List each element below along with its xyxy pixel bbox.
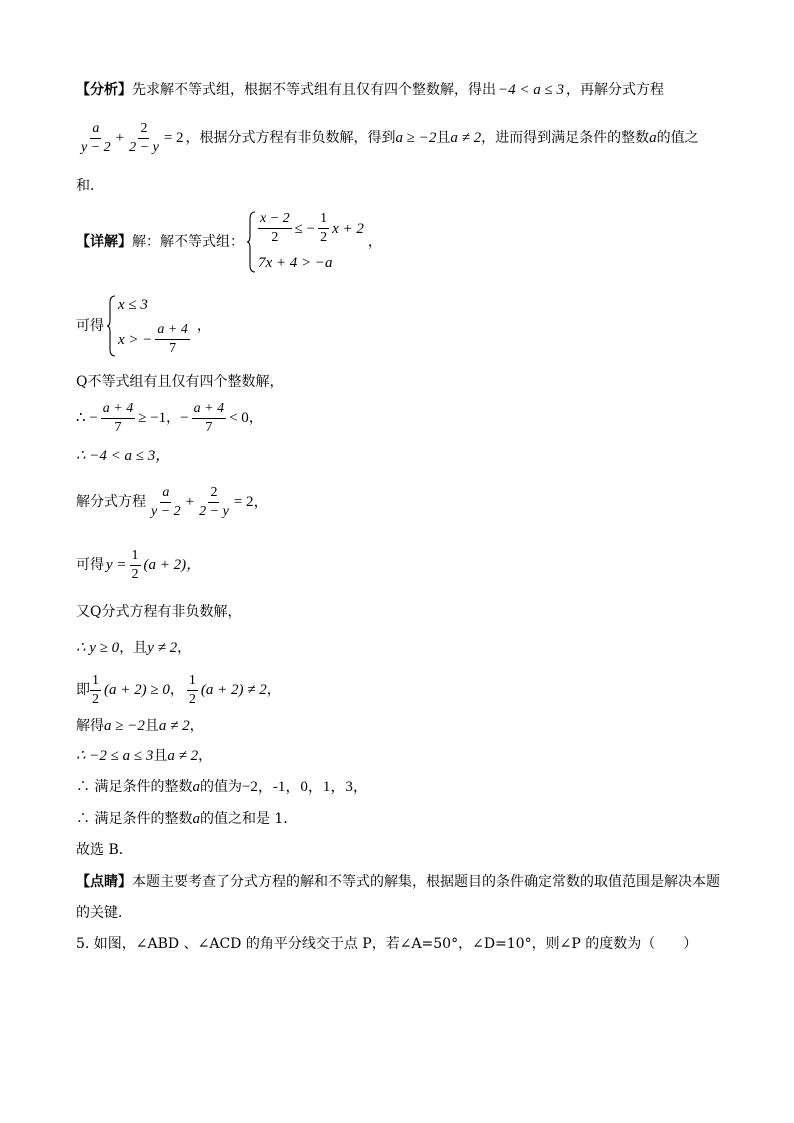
fraction: $\frac{2}{2 - y}$: [129, 120, 159, 155]
analysis-line-1: 【分析】 先求解不等式组，根据不等式组有且仅有四个整数解，得出 −4 < a ≤ 3 ，再解分式方程: [76, 82, 664, 98]
fraction: $\frac{1}{2}$: [131, 547, 139, 582]
comment-line-2: 的关键．: [76, 905, 132, 921]
step-6: 又Q分式方程有非负数解，: [76, 604, 242, 620]
fraction: $\frac{a}{y - 2}$: [151, 484, 181, 519]
step-11: ∴ 满足条件的整数 a 的值为 −2，-1，0，1，3，: [76, 779, 368, 795]
step-5: 可得 y = $\frac{1}{2}$ (a + 2)，: [76, 547, 202, 582]
step-8: 即 $\frac{1}{2}$ (a + 2) ≥ 0 ， $\frac{1}{2}$ (a + 2) ≠ 2 ，: [76, 672, 281, 707]
analysis-label: 【分析】: [76, 82, 132, 98]
step-12: ∴ 满足条件的整数 a 的值之和是 1．: [76, 811, 298, 827]
step-2: ∴ − $\frac{a + 4}{7}$ ≥ −1 ， − $\frac{a + 4}{7}$ < 0 ，: [76, 400, 263, 435]
step-3: ∴ −4 < a ≤ 3，: [76, 448, 171, 464]
fraction: $\frac{1}{2}$: [320, 211, 328, 245]
step-10: ∴ −2 ≤ a ≤ 3 且 a ≠ 2 ，: [76, 748, 213, 764]
question-5: 5. 如图，∠ABD 、∠ACD 的角平分线交于点 P，若∠A=50°，∠D=10°，则∠P 的度数为（ ）: [76, 936, 698, 952]
inequality-system: $\frac{x - 2}{2}$ ≤ − $\frac{1}{2}$ x + 2 7x + 4 > −a: [246, 211, 364, 273]
left-brace-icon: [106, 295, 116, 357]
detail-label: 【详解】: [76, 234, 132, 250]
inequality-system: x ≤ 3 x > − $\frac{a + 4}{7}$: [106, 295, 193, 357]
analysis-line-2: $\frac{a}{y - 2}$ + $\frac{2}{2 - y}$ = 2 ，根据分式方程有非负数解，得到 a ≥ −2 且 a ≠ 2 ，进而得到满足条件的整数 a 的值之: [81, 120, 699, 155]
fraction: $\frac{a + 4}{7}$: [193, 400, 225, 435]
step-13: 故选 B．: [76, 842, 133, 858]
fraction: $\frac{a + 4}{7}$: [102, 400, 134, 435]
analysis-line-3: 和．: [76, 178, 104, 194]
comment-label: 【点睛】: [76, 874, 132, 890]
step-1: Q不等式组有且仅有四个整数解，: [76, 374, 284, 390]
step-9: 解得 a ≥ −2 且 a ≠ 2 ，: [76, 718, 204, 734]
detail-system-line: 【详解】 解：解不等式组： $\frac{x - 2}{2}$ ≤ − $\frac{1}{2}$ x + 2 7x + 4 > −a ，: [76, 211, 382, 271]
result-system-line: 可得 x ≤ 3 x > − $\frac{a + 4}{7}$ ，: [76, 297, 211, 356]
left-brace-icon: [246, 211, 256, 273]
fraction: $\frac{2}{2 - y}$: [199, 484, 229, 519]
step-4: 解分式方程 $\frac{a}{y - 2}$ + $\frac{2}{2 - y}$ = 2，: [76, 484, 269, 519]
fraction: $\frac{a}{y - 2}$: [81, 120, 111, 155]
fraction: $\frac{1}{2}$: [188, 672, 196, 707]
comment-line-1: 【点睛】 本题主要考查了分式方程的解和不等式的解集，根据题目的条件确定常数的取值范围是解决本题: [76, 874, 720, 890]
step-7: ∴ y ≥ 0 ，且 y ≠ 2 ，: [76, 640, 192, 656]
fraction: $\frac{a + 4}{7}$: [157, 322, 188, 356]
fraction: $\frac{1}{2}$: [92, 672, 99, 707]
fraction: $\frac{x - 2}{2}$: [260, 211, 290, 245]
